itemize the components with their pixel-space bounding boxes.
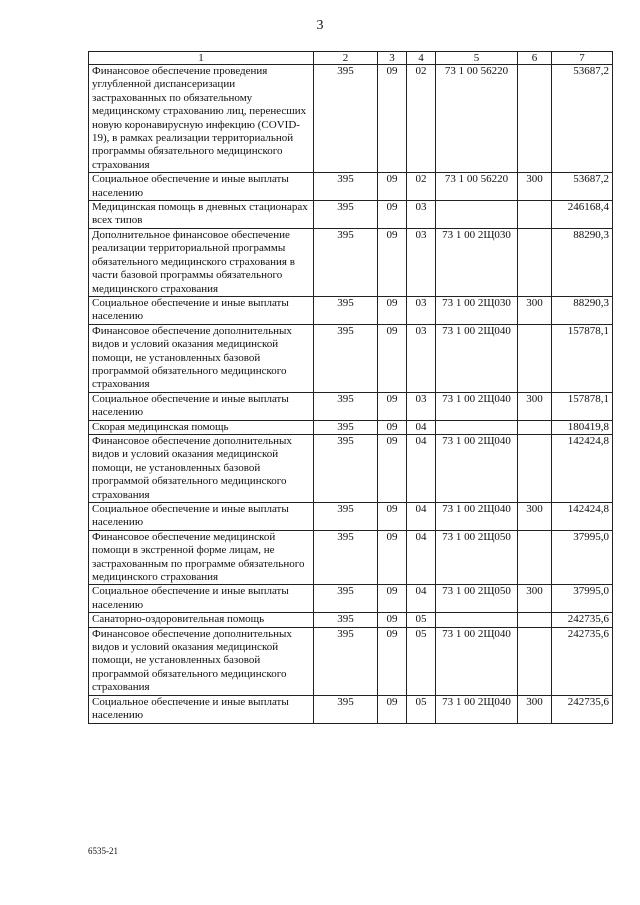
row-target-cell: 73 1 00 2Щ040 xyxy=(436,434,518,502)
row-section-cell: 09 xyxy=(378,173,407,201)
row-section-cell: 09 xyxy=(378,296,407,324)
row-amount-cell: 88290,3 xyxy=(552,228,613,296)
page-number: 3 xyxy=(316,18,324,33)
row-kind-cell xyxy=(518,627,552,695)
table-row xyxy=(89,434,613,502)
table-row xyxy=(89,296,613,324)
row-amount-cell: 157878,1 xyxy=(552,392,613,420)
budget-table xyxy=(88,51,613,724)
row-code-cell: 395 xyxy=(314,65,378,173)
row-section-cell: 09 xyxy=(378,201,407,229)
row-kind-cell: 300 xyxy=(518,503,552,531)
table-row xyxy=(89,173,613,201)
row-name-cell: Финансовое обеспечение дополнительных видов и условий оказания медицинской помощи, не установленных базовой программой обязательного медицинского страхования xyxy=(89,324,314,392)
table-row xyxy=(89,420,613,434)
row-section-cell: 09 xyxy=(378,420,407,434)
table-row xyxy=(89,201,613,229)
row-kind-cell xyxy=(518,420,552,434)
column-header: 4 xyxy=(407,52,436,65)
row-code-cell: 395 xyxy=(314,392,378,420)
row-target-cell: 73 1 00 2Щ040 xyxy=(436,324,518,392)
table-row xyxy=(89,530,613,585)
row-code-cell: 395 xyxy=(314,530,378,585)
row-amount-cell: 53687,2 xyxy=(552,65,613,173)
row-subsection-cell: 03 xyxy=(407,296,436,324)
row-subsection-cell: 04 xyxy=(407,434,436,502)
row-subsection-cell: 02 xyxy=(407,65,436,173)
row-name-cell: Социальное обеспечение и иные выплаты населению xyxy=(89,296,314,324)
row-target-cell xyxy=(436,201,518,229)
row-code-cell: 395 xyxy=(314,434,378,502)
row-name-cell: Финансовое обеспечение проведения углубленной диспансеризации застрахованных по обязательному медицинскому страхованию лиц, перенесших новую коронавирусную инфекцию (COVID-19), в рамках реализации территориальной программы обязательного медицинского страхования xyxy=(89,65,314,173)
row-amount-cell: 180419,8 xyxy=(552,420,613,434)
table-row xyxy=(89,627,613,695)
row-target-cell: 73 1 00 56220 xyxy=(436,65,518,173)
row-name-cell: Социальное обеспечение и иные выплаты населению xyxy=(89,695,314,723)
table-row xyxy=(89,695,613,723)
row-section-cell: 09 xyxy=(378,503,407,531)
row-section-cell: 09 xyxy=(378,530,407,585)
row-kind-cell xyxy=(518,613,552,627)
row-subsection-cell: 05 xyxy=(407,695,436,723)
column-header: 2 xyxy=(314,52,378,65)
row-name-cell: Скорая медицинская помощь xyxy=(89,420,314,434)
row-amount-cell: 246168,4 xyxy=(552,201,613,229)
row-target-cell: 73 1 00 2Щ050 xyxy=(436,530,518,585)
document-code: 6535-21 xyxy=(88,846,118,856)
row-name-cell: Санаторно-оздоровительная помощь xyxy=(89,613,314,627)
row-amount-cell: 242735,6 xyxy=(552,695,613,723)
row-amount-cell: 37995,0 xyxy=(552,530,613,585)
row-subsection-cell: 04 xyxy=(407,530,436,585)
row-target-cell: 73 1 00 2Щ040 xyxy=(436,695,518,723)
row-code-cell: 395 xyxy=(314,201,378,229)
row-subsection-cell: 04 xyxy=(407,503,436,531)
row-name-cell: Финансовое обеспечение медицинской помощи в экстренной форме лицам, не застрахованным по программе обязательного медицинского страхования xyxy=(89,530,314,585)
row-code-cell: 395 xyxy=(314,173,378,201)
row-section-cell: 09 xyxy=(378,695,407,723)
table-header-row xyxy=(89,52,613,65)
table-body xyxy=(89,65,613,724)
table-row xyxy=(89,613,613,627)
row-name-cell: Финансовое обеспечение дополнительных видов и условий оказания медицинской помощи, не установленных базовой программой обязательного медицинского страхования xyxy=(89,627,314,695)
table-row xyxy=(89,324,613,392)
column-header: 5 xyxy=(436,52,518,65)
row-amount-cell: 53687,2 xyxy=(552,173,613,201)
row-section-cell: 09 xyxy=(378,324,407,392)
row-amount-cell: 142424,8 xyxy=(552,434,613,502)
row-code-cell: 395 xyxy=(314,695,378,723)
row-name-cell: Социальное обеспечение и иные выплаты населению xyxy=(89,173,314,201)
row-kind-cell xyxy=(518,530,552,585)
table-row xyxy=(89,65,613,173)
row-name-cell: Социальное обеспечение и иные выплаты населению xyxy=(89,392,314,420)
row-subsection-cell: 03 xyxy=(407,201,436,229)
row-section-cell: 09 xyxy=(378,613,407,627)
row-target-cell xyxy=(436,613,518,627)
row-name-cell: Медицинская помощь в дневных стационарах всех типов xyxy=(89,201,314,229)
row-code-cell: 395 xyxy=(314,324,378,392)
row-target-cell: 73 1 00 2Щ040 xyxy=(436,627,518,695)
column-header: 1 xyxy=(89,52,314,65)
row-section-cell: 09 xyxy=(378,392,407,420)
row-code-cell: 395 xyxy=(314,585,378,613)
row-kind-cell xyxy=(518,201,552,229)
row-kind-cell: 300 xyxy=(518,695,552,723)
row-subsection-cell: 05 xyxy=(407,627,436,695)
row-kind-cell: 300 xyxy=(518,173,552,201)
row-code-cell: 395 xyxy=(314,627,378,695)
row-kind-cell xyxy=(518,324,552,392)
row-amount-cell: 242735,6 xyxy=(552,613,613,627)
row-subsection-cell: 05 xyxy=(407,613,436,627)
row-subsection-cell: 03 xyxy=(407,392,436,420)
row-amount-cell: 88290,3 xyxy=(552,296,613,324)
row-target-cell: 73 1 00 2Щ040 xyxy=(436,392,518,420)
row-kind-cell: 300 xyxy=(518,392,552,420)
row-kind-cell xyxy=(518,65,552,173)
row-subsection-cell: 04 xyxy=(407,585,436,613)
row-amount-cell: 242735,6 xyxy=(552,627,613,695)
row-amount-cell: 157878,1 xyxy=(552,324,613,392)
row-target-cell: 73 1 00 56220 xyxy=(436,173,518,201)
row-code-cell: 395 xyxy=(314,503,378,531)
row-name-cell: Социальное обеспечение и иные выплаты населению xyxy=(89,585,314,613)
row-section-cell: 09 xyxy=(378,627,407,695)
row-subsection-cell: 02 xyxy=(407,173,436,201)
row-target-cell xyxy=(436,420,518,434)
row-kind-cell xyxy=(518,434,552,502)
row-code-cell: 395 xyxy=(314,228,378,296)
row-code-cell: 395 xyxy=(314,613,378,627)
row-name-cell: Социальное обеспечение и иные выплаты населению xyxy=(89,503,314,531)
row-subsection-cell: 03 xyxy=(407,228,436,296)
row-kind-cell xyxy=(518,228,552,296)
row-name-cell: Финансовое обеспечение дополнительных видов и условий оказания медицинской помощи, не установленных базовой программой обязательного медицинского страхования xyxy=(89,434,314,502)
column-header: 7 xyxy=(552,52,613,65)
row-kind-cell: 300 xyxy=(518,585,552,613)
row-amount-cell: 37995,0 xyxy=(552,585,613,613)
row-section-cell: 09 xyxy=(378,585,407,613)
row-code-cell: 395 xyxy=(314,420,378,434)
row-subsection-cell: 03 xyxy=(407,324,436,392)
row-kind-cell: 300 xyxy=(518,296,552,324)
table-row xyxy=(89,503,613,531)
row-name-cell: Дополнительное финансовое обеспечение реализации территориальной программы обязательного медицинского страхования в части базовой программы обязательного медицинского страхования xyxy=(89,228,314,296)
row-section-cell: 09 xyxy=(378,434,407,502)
row-target-cell: 73 1 00 2Щ030 xyxy=(436,296,518,324)
table-row xyxy=(89,228,613,296)
row-subsection-cell: 04 xyxy=(407,420,436,434)
table-row xyxy=(89,392,613,420)
column-header: 6 xyxy=(518,52,552,65)
row-target-cell: 73 1 00 2Щ040 xyxy=(436,503,518,531)
column-header: 3 xyxy=(378,52,407,65)
row-amount-cell: 142424,8 xyxy=(552,503,613,531)
row-target-cell: 73 1 00 2Щ050 xyxy=(436,585,518,613)
row-code-cell: 395 xyxy=(314,296,378,324)
table-row xyxy=(89,585,613,613)
row-target-cell: 73 1 00 2Щ030 xyxy=(436,228,518,296)
row-section-cell: 09 xyxy=(378,228,407,296)
row-section-cell: 09 xyxy=(378,65,407,173)
